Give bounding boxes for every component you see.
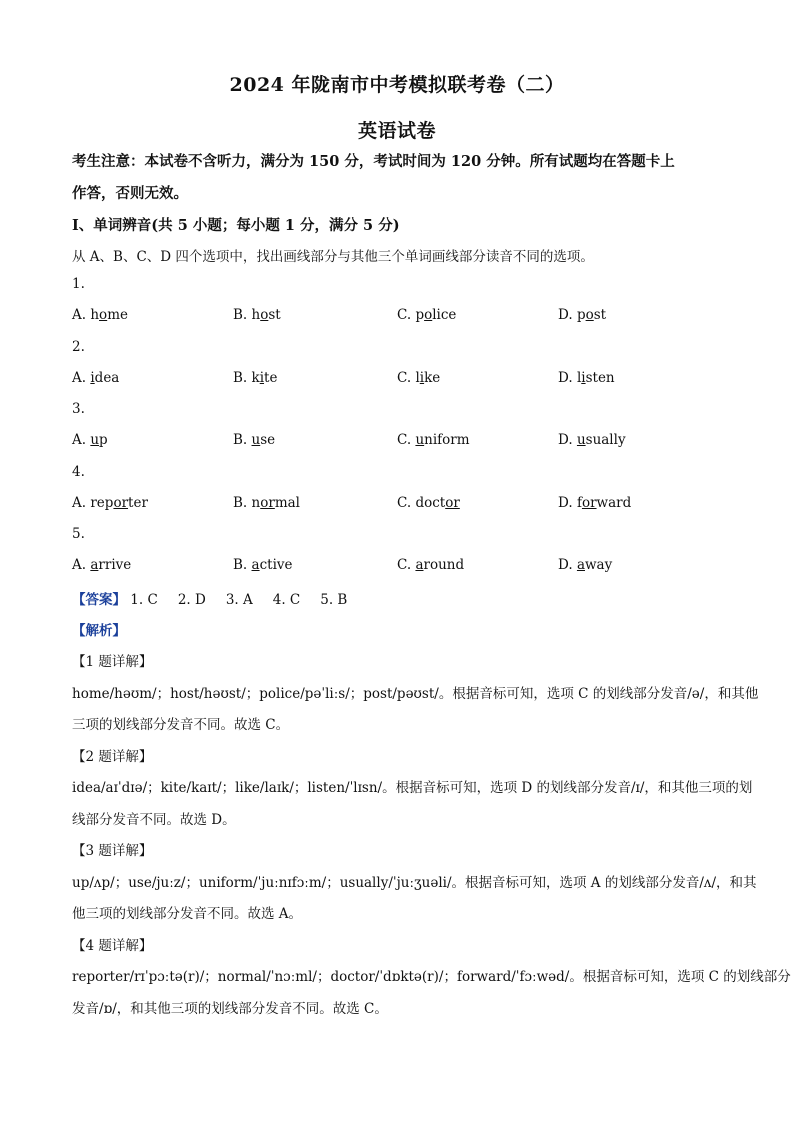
underlined-letters: i [581, 369, 586, 386]
underlined-letters: u [251, 432, 261, 448]
detail-text: 他三项的划线部分发音不同。故选 A。 [72, 906, 303, 922]
option-b: B. host [233, 307, 281, 323]
underlined-letters: a [251, 557, 260, 573]
section-instruction: 从 A、B、C、D 四个选项中，找出画线部分与其他三个单词画线部分读音不同的选项。 [72, 249, 594, 265]
underlined-letters: i [419, 369, 425, 386]
option-b: B. normal [233, 494, 300, 511]
answer-item: 3. A [225, 592, 253, 608]
underlined-letters: o [585, 307, 594, 323]
question-number: 1. [72, 276, 85, 292]
answer-item: 5. B [320, 592, 348, 608]
detail-text: 发音/ɒ/，和其他三项的划线部分发音不同。故选 C。 [72, 1000, 388, 1017]
question-number: 3. [72, 401, 85, 417]
question-number: 4. [72, 463, 85, 480]
detail-text: 线部分发音不同。故选 D。 [72, 811, 236, 828]
option-a: A. home [72, 307, 128, 323]
answer-label: 【答案】 [72, 592, 126, 608]
detail-heading: 【3 题详解】 [72, 843, 153, 859]
detail-text: home/həʊm/；host/həʊst/；police/pəˈliːs/；post/pəʊst/。根据音标可知，选项 C 的划线部分发音/ə/，和其他 [72, 685, 759, 702]
underlined-letters: a [576, 557, 585, 573]
option-d: D. listen [558, 369, 615, 386]
exam-title: 2024 年陇南市中考模拟联考卷（二） [229, 74, 565, 96]
underlined-letters: o [99, 307, 108, 323]
underlined-letters: u [415, 432, 425, 448]
detail-heading: 【4 题详解】 [72, 937, 153, 954]
underlined-letters: o [424, 307, 433, 323]
answer-item: 1. C [130, 592, 158, 608]
option-d: D. post [558, 307, 607, 323]
option-a: A. idea [72, 369, 120, 386]
option-d: D. away [558, 557, 613, 573]
option-c: C. uniform [397, 432, 470, 448]
detail-text: 三项的划线部分发音不同。故选 C。 [72, 717, 290, 733]
answer-row [72, 588, 367, 608]
option-d: D. forward [558, 494, 632, 511]
option-a: A. arrive [72, 557, 132, 573]
option-c: C. like [397, 369, 441, 386]
option-b: B. active [233, 557, 293, 573]
detail-text: idea/aɪˈdɪə/；kite/kaɪt/；like/laɪk/；listen/ˈlɪsn/。根据音标可知，选项 D 的划线部分发音/ɪ/，和其他三项的划 [72, 780, 753, 796]
answer-item: 2. D [177, 592, 206, 608]
section-heading: Ⅰ、单词辨音(共 5 小题；每小题 1 分，满分 5 分) [72, 217, 400, 234]
answer-item: 4. C [272, 592, 301, 608]
option-b: B. use [233, 432, 276, 448]
detail-text: reporter/rɪˈpɔːtə(r)/；normal/ˈnɔːml/；doctor/ˈdɒktə(r)/；forward/ˈfɔːwəd/。根据音标可知，选项 C 的划线部分 [72, 969, 791, 985]
underlined-letters: i [259, 369, 265, 386]
subject-title: 英语试卷 [357, 120, 436, 142]
question-number: 2. [72, 338, 85, 355]
detail-text: up/ʌp/；use/juːz/；uniform/ˈjuːnɪfɔːm/；usually/ˈjuːʒuəli/。根据音标可知，选项 A 的划线部分发音/ʌ/，和其 [72, 874, 757, 891]
underlined-letters: or [445, 494, 460, 511]
detail-heading: 【2 题详解】 [72, 748, 153, 765]
underlined-letters: or [260, 494, 275, 511]
underlined-letters: or [113, 494, 129, 511]
underlined-letters: i [90, 369, 95, 386]
detail-heading: 【1 题详解】 [72, 654, 153, 670]
option-a: A. up [72, 432, 108, 448]
option-a: A. reporter [72, 494, 148, 511]
underlined-letters: or [581, 494, 597, 511]
notice-line-2: 作答，否则无效。 [72, 185, 188, 202]
underlined-letters: o [260, 307, 269, 323]
question-number: 5. [72, 526, 85, 542]
notice-line-1: 考生注意：本试卷不含听力，满分为 150 分，考试时间为 120 分钟。所有试题均在答题卡上 [72, 153, 675, 170]
underlined-letters: a [415, 557, 424, 573]
option-c: C. doctor [397, 494, 460, 511]
underlined-letters: u [90, 432, 100, 448]
option-c: C. around [397, 557, 465, 573]
underlined-letters: a [90, 557, 99, 573]
option-b: B. kite [233, 369, 278, 386]
underlined-letters: u [576, 432, 586, 448]
analysis-label: 【解析】 [72, 623, 126, 639]
option-d: D. usually [558, 432, 626, 448]
answer-items [130, 592, 367, 608]
option-c: C. police [397, 307, 457, 323]
